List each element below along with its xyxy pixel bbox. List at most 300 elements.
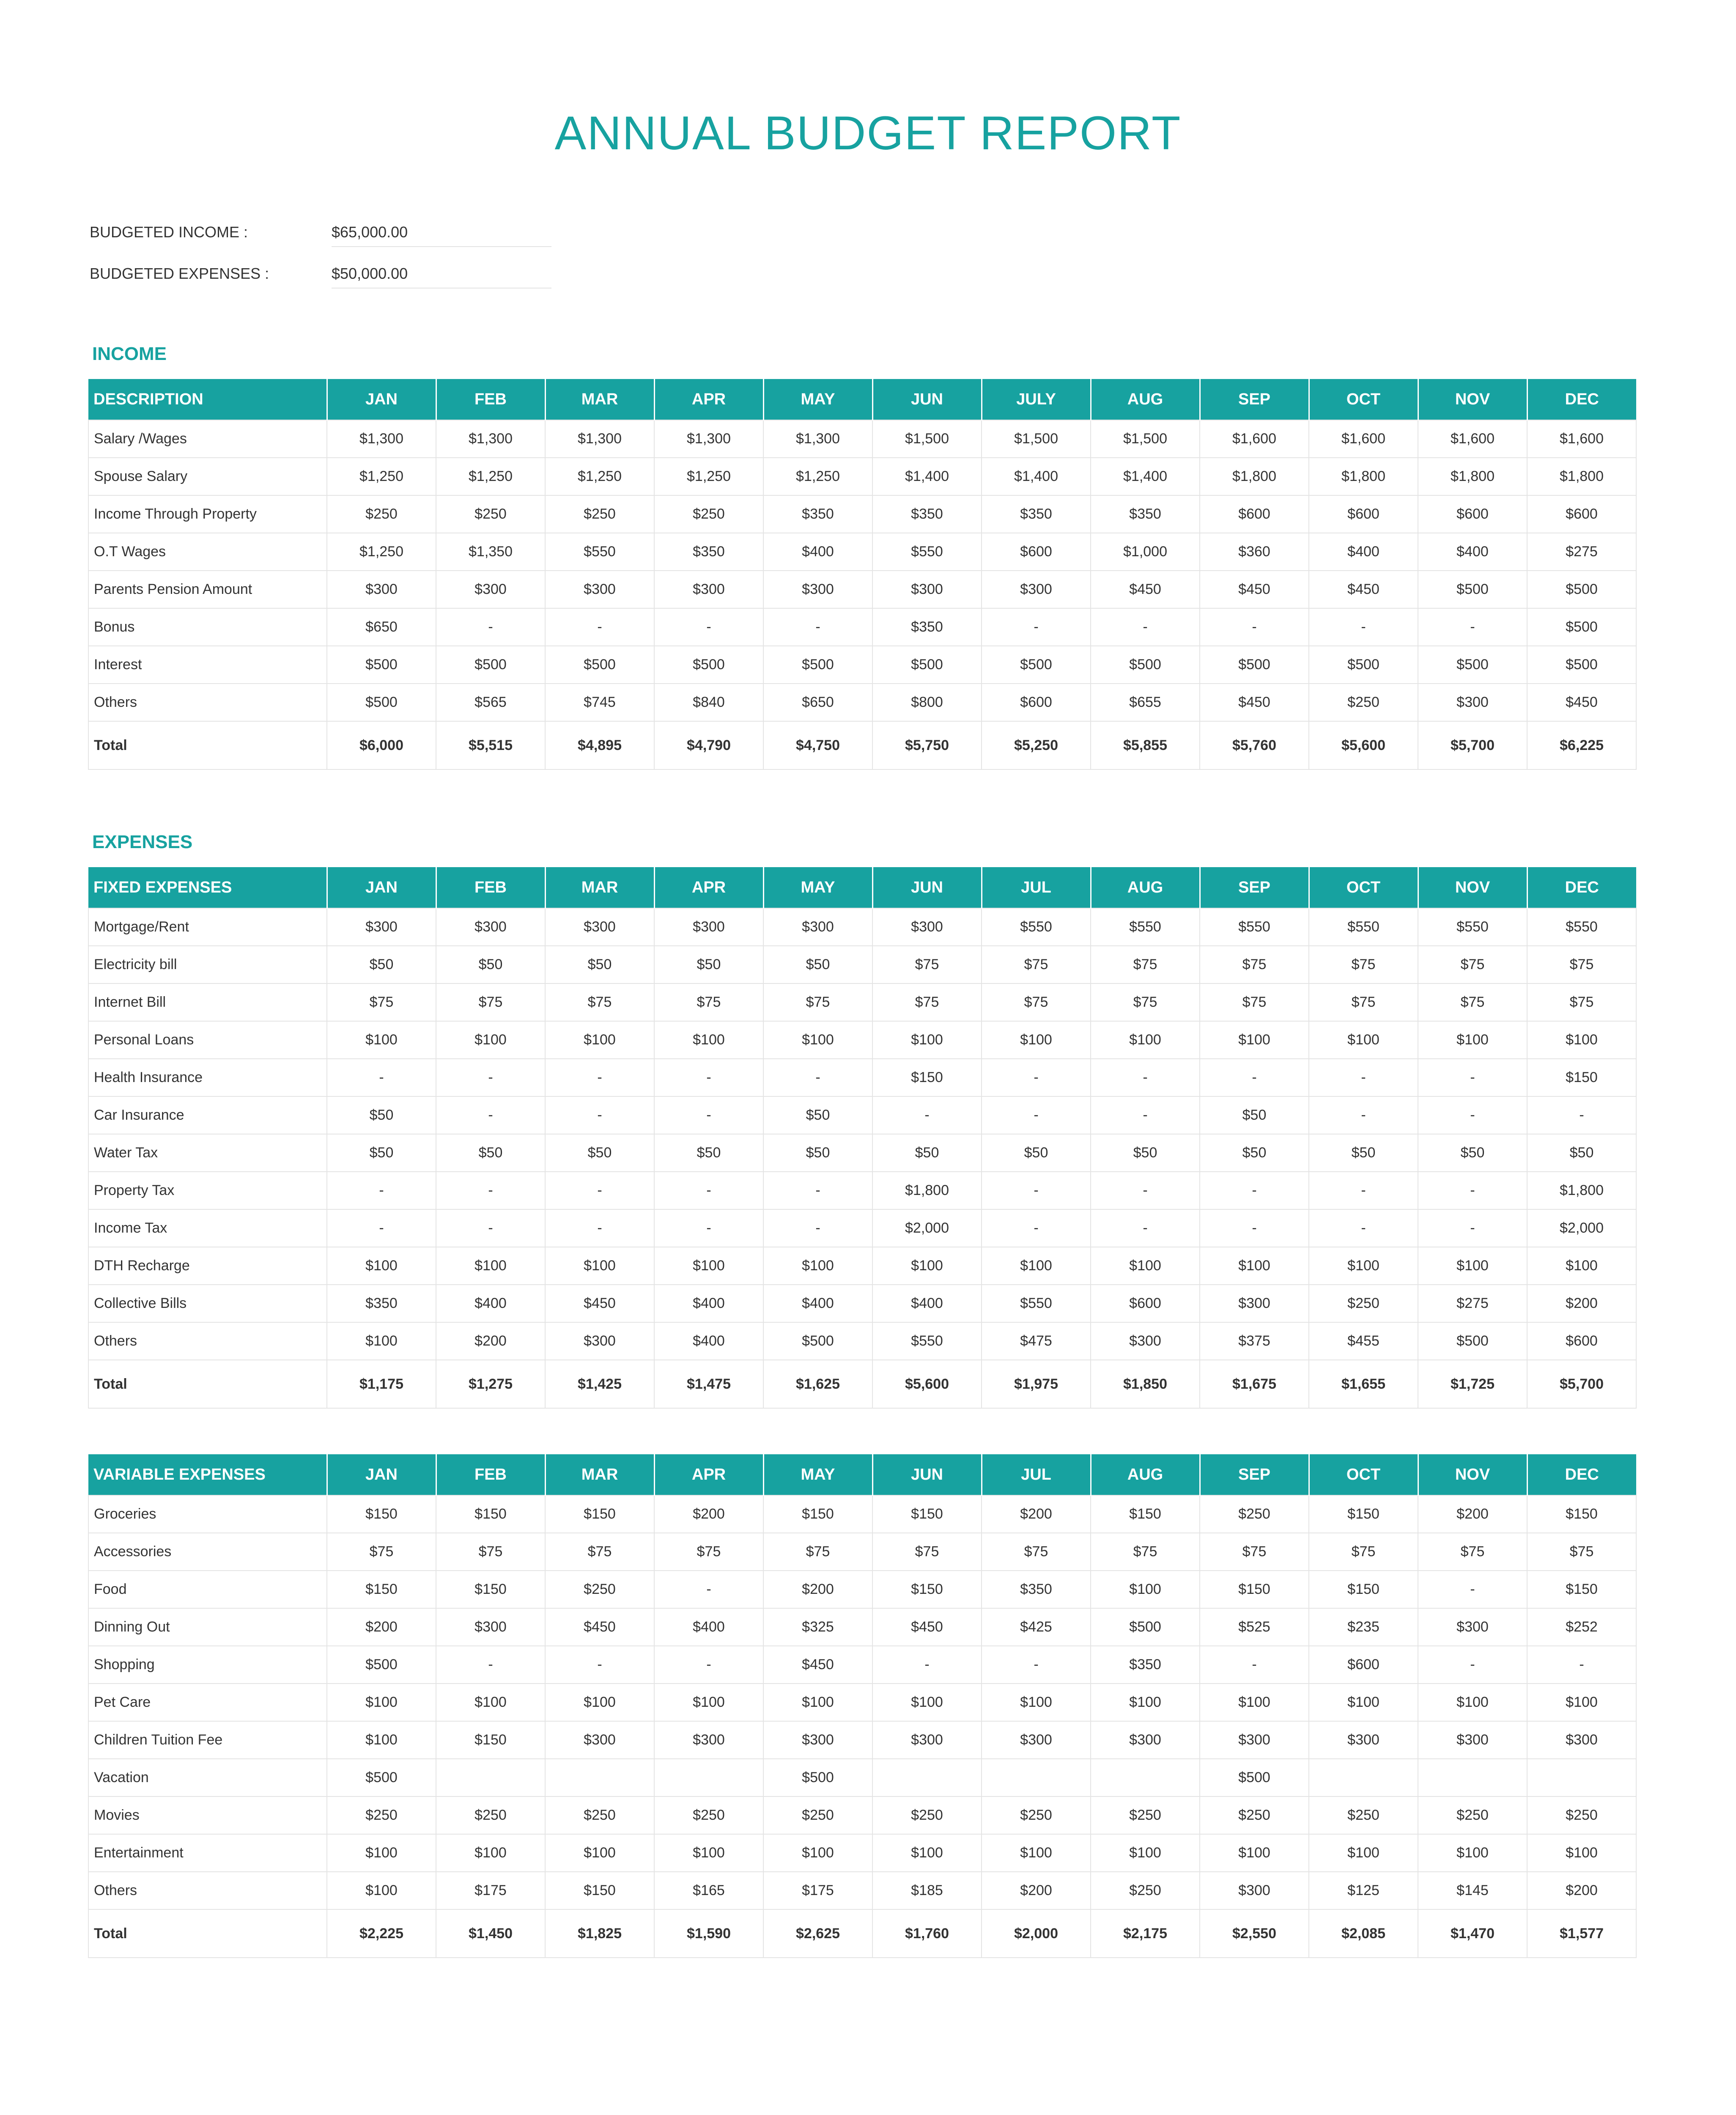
table-cell[interactable]: $650 — [763, 684, 872, 721]
table-cell[interactable]: - — [654, 1571, 763, 1608]
table-cell[interactable]: $50 — [1418, 1134, 1527, 1172]
table-cell[interactable]: $550 — [872, 533, 982, 571]
table-cell[interactable]: $100 — [1200, 1684, 1309, 1721]
table-cell[interactable]: $300 — [763, 908, 872, 946]
table-cell[interactable]: - — [654, 1059, 763, 1096]
table-cell[interactable]: $150 — [1309, 1495, 1418, 1533]
table-cell[interactable]: $250 — [982, 1796, 1091, 1834]
row-label[interactable]: Others — [88, 1322, 327, 1360]
table-cell[interactable]: - — [327, 1059, 436, 1096]
table-cell[interactable]: $75 — [1527, 1533, 1636, 1571]
table-cell[interactable]: $50 — [654, 946, 763, 983]
table-cell[interactable]: - — [654, 608, 763, 646]
table-cell[interactable]: $50 — [1200, 1096, 1309, 1134]
table-cell[interactable]: - — [654, 1172, 763, 1209]
table-cell[interactable]: $145 — [1418, 1872, 1527, 1909]
table-cell[interactable] — [982, 1759, 1091, 1796]
column-header-month[interactable]: OCT — [1309, 867, 1418, 908]
table-cell[interactable]: $75 — [1200, 1533, 1309, 1571]
table-cell[interactable]: $600 — [1527, 495, 1636, 533]
table-cell[interactable]: $350 — [872, 495, 982, 533]
table-cell[interactable]: $840 — [654, 684, 763, 721]
table-cell[interactable]: $250 — [1309, 684, 1418, 721]
table-cell[interactable]: $100 — [1200, 1834, 1309, 1872]
table-cell[interactable]: $500 — [1200, 1759, 1309, 1796]
column-header-month[interactable]: APR — [654, 1454, 763, 1495]
table-cell[interactable]: $100 — [872, 1834, 982, 1872]
table-cell[interactable]: $100 — [1091, 1247, 1200, 1285]
table-cell[interactable]: $360 — [1200, 533, 1309, 571]
row-label[interactable]: Car Insurance — [88, 1096, 327, 1134]
table-cell[interactable]: - — [1091, 1059, 1200, 1096]
table-cell[interactable]: $250 — [872, 1796, 982, 1834]
table-cell[interactable]: $450 — [872, 1608, 982, 1646]
table-cell[interactable]: - — [982, 1172, 1091, 1209]
table-cell[interactable]: $250 — [1200, 1796, 1309, 1834]
total-cell[interactable]: $1,850 — [1091, 1360, 1200, 1408]
table-cell[interactable]: $500 — [545, 646, 654, 684]
table-cell[interactable]: $100 — [763, 1834, 872, 1872]
table-cell[interactable]: - — [436, 1059, 545, 1096]
table-cell[interactable]: $500 — [763, 646, 872, 684]
table-cell[interactable]: $500 — [327, 646, 436, 684]
row-label[interactable]: Groceries — [88, 1495, 327, 1533]
table-cell[interactable] — [436, 1759, 545, 1796]
table-cell[interactable]: $100 — [545, 1247, 654, 1285]
table-cell[interactable]: - — [1527, 1646, 1636, 1684]
table-cell[interactable]: $100 — [1418, 1021, 1527, 1059]
row-label[interactable]: O.T Wages — [88, 533, 327, 571]
table-cell[interactable]: $100 — [763, 1247, 872, 1285]
table-cell[interactable]: $450 — [1091, 571, 1200, 608]
table-cell[interactable]: $300 — [1200, 1285, 1309, 1322]
table-cell[interactable]: $300 — [1309, 1721, 1418, 1759]
table-cell[interactable]: $450 — [1527, 684, 1636, 721]
table-cell[interactable]: $350 — [1091, 495, 1200, 533]
table-cell[interactable]: $150 — [1527, 1571, 1636, 1608]
table-cell[interactable]: $250 — [654, 495, 763, 533]
total-cell[interactable]: $4,750 — [763, 721, 872, 769]
table-cell[interactable]: $100 — [1091, 1571, 1200, 1608]
row-label[interactable]: Personal Loans — [88, 1021, 327, 1059]
table-cell[interactable]: - — [436, 608, 545, 646]
column-header-month[interactable]: AUG — [1091, 1454, 1200, 1495]
table-cell[interactable]: - — [436, 1646, 545, 1684]
table-cell[interactable]: $75 — [1091, 946, 1200, 983]
table-cell[interactable]: $200 — [327, 1608, 436, 1646]
table-cell[interactable]: $300 — [1418, 1721, 1527, 1759]
table-cell[interactable]: - — [1418, 1059, 1527, 1096]
table-cell[interactable]: $100 — [763, 1684, 872, 1721]
table-cell[interactable]: - — [327, 1209, 436, 1247]
table-cell[interactable]: $150 — [436, 1721, 545, 1759]
total-cell[interactable]: $5,700 — [1527, 1360, 1636, 1408]
table-cell[interactable]: $150 — [1527, 1495, 1636, 1533]
total-cell[interactable]: $1,425 — [545, 1360, 654, 1408]
column-header-description[interactable]: FIXED EXPENSES — [88, 867, 327, 908]
table-cell[interactable]: $100 — [327, 1247, 436, 1285]
table-cell[interactable]: $100 — [982, 1684, 1091, 1721]
table-cell[interactable]: $300 — [654, 1721, 763, 1759]
table-cell[interactable]: $500 — [872, 646, 982, 684]
table-cell[interactable]: $600 — [1200, 495, 1309, 533]
table-cell[interactable]: $250 — [763, 1796, 872, 1834]
table-cell[interactable]: $75 — [1309, 946, 1418, 983]
row-label[interactable]: Others — [88, 684, 327, 721]
row-label[interactable]: Electricity bill — [88, 946, 327, 983]
table-cell[interactable]: $75 — [436, 983, 545, 1021]
table-cell[interactable]: $100 — [654, 1684, 763, 1721]
total-cell[interactable]: $5,515 — [436, 721, 545, 769]
table-cell[interactable]: $250 — [1091, 1796, 1200, 1834]
table-cell[interactable]: $250 — [436, 495, 545, 533]
table-cell[interactable]: $1,250 — [545, 458, 654, 495]
table-cell[interactable]: $500 — [1527, 646, 1636, 684]
table-cell[interactable]: $300 — [1200, 1872, 1309, 1909]
total-cell[interactable]: $6,225 — [1527, 721, 1636, 769]
table-cell[interactable]: $100 — [1091, 1021, 1200, 1059]
row-label[interactable]: Shopping — [88, 1646, 327, 1684]
table-cell[interactable]: $350 — [872, 608, 982, 646]
table-cell[interactable]: $550 — [872, 1322, 982, 1360]
table-cell[interactable]: $100 — [1527, 1684, 1636, 1721]
table-cell[interactable]: - — [1418, 1571, 1527, 1608]
table-cell[interactable]: $400 — [654, 1608, 763, 1646]
total-label[interactable]: Total — [88, 1909, 327, 1958]
table-cell[interactable]: $500 — [1418, 1322, 1527, 1360]
table-cell[interactable]: $75 — [1309, 1533, 1418, 1571]
table-cell[interactable]: $125 — [1309, 1872, 1418, 1909]
table-cell[interactable]: $50 — [763, 1134, 872, 1172]
table-cell[interactable]: $1,600 — [1418, 420, 1527, 458]
total-cell[interactable]: $1,825 — [545, 1909, 654, 1958]
table-cell[interactable]: - — [1200, 1059, 1309, 1096]
table-cell[interactable]: $1,800 — [872, 1172, 982, 1209]
budgeted-income-value[interactable]: $65,000.00 — [332, 223, 551, 247]
table-cell[interactable]: $100 — [982, 1834, 1091, 1872]
table-cell[interactable]: $165 — [654, 1872, 763, 1909]
table-cell[interactable]: $600 — [1309, 495, 1418, 533]
table-cell[interactable]: $450 — [545, 1608, 654, 1646]
table-cell[interactable]: - — [1418, 608, 1527, 646]
table-cell[interactable]: $300 — [545, 1721, 654, 1759]
row-label[interactable]: Food — [88, 1571, 327, 1608]
table-cell[interactable]: $150 — [1527, 1059, 1636, 1096]
column-header-month[interactable]: MAR — [545, 379, 654, 420]
total-label[interactable]: Total — [88, 721, 327, 769]
table-cell[interactable]: $50 — [1200, 1134, 1309, 1172]
table-cell[interactable]: $75 — [763, 1533, 872, 1571]
table-cell[interactable]: $500 — [1418, 646, 1527, 684]
table-cell[interactable] — [872, 1759, 982, 1796]
table-cell[interactable]: $550 — [545, 533, 654, 571]
row-label[interactable]: Interest — [88, 646, 327, 684]
total-cell[interactable]: $1,655 — [1309, 1360, 1418, 1408]
table-cell[interactable]: $75 — [654, 983, 763, 1021]
table-cell[interactable]: $75 — [872, 1533, 982, 1571]
total-label[interactable]: Total — [88, 1360, 327, 1408]
table-cell[interactable]: $100 — [327, 1322, 436, 1360]
table-cell[interactable]: - — [1309, 1172, 1418, 1209]
table-cell[interactable]: $400 — [1309, 533, 1418, 571]
table-cell[interactable]: $350 — [327, 1285, 436, 1322]
row-label[interactable]: Bonus — [88, 608, 327, 646]
table-cell[interactable]: - — [1200, 1172, 1309, 1209]
table-cell[interactable]: $550 — [1091, 908, 1200, 946]
table-cell[interactable]: $100 — [545, 1834, 654, 1872]
table-cell[interactable]: $100 — [982, 1021, 1091, 1059]
table-cell[interactable]: - — [982, 1059, 1091, 1096]
total-cell[interactable]: $1,577 — [1527, 1909, 1636, 1958]
table-cell[interactable]: $1,800 — [1527, 1172, 1636, 1209]
table-cell[interactable]: $1,250 — [327, 533, 436, 571]
table-cell[interactable]: $75 — [1200, 946, 1309, 983]
table-cell[interactable]: $500 — [1091, 1608, 1200, 1646]
table-cell[interactable]: $100 — [327, 1834, 436, 1872]
table-cell[interactable]: - — [1200, 1646, 1309, 1684]
total-cell[interactable]: $1,275 — [436, 1360, 545, 1408]
table-cell[interactable]: $200 — [1527, 1285, 1636, 1322]
table-cell[interactable]: - — [1309, 1209, 1418, 1247]
table-cell[interactable]: $50 — [1527, 1134, 1636, 1172]
table-cell[interactable]: $50 — [763, 1096, 872, 1134]
table-cell[interactable]: $300 — [1527, 1721, 1636, 1759]
table-cell[interactable]: $600 — [1527, 1322, 1636, 1360]
row-label[interactable]: Children Tuition Fee — [88, 1721, 327, 1759]
table-cell[interactable]: $100 — [1309, 1834, 1418, 1872]
table-cell[interactable]: $400 — [654, 1285, 763, 1322]
table-cell[interactable]: $250 — [1309, 1796, 1418, 1834]
table-cell[interactable] — [545, 1759, 654, 1796]
table-cell[interactable]: $1,500 — [982, 420, 1091, 458]
column-header-month[interactable]: MAR — [545, 867, 654, 908]
column-header-month[interactable]: JAN — [327, 1454, 436, 1495]
table-cell[interactable]: $1,250 — [654, 458, 763, 495]
row-label[interactable]: Accessories — [88, 1533, 327, 1571]
table-cell[interactable]: $75 — [1418, 1533, 1527, 1571]
table-cell[interactable]: $565 — [436, 684, 545, 721]
table-cell[interactable]: $450 — [545, 1285, 654, 1322]
table-cell[interactable]: $2,000 — [872, 1209, 982, 1247]
table-cell[interactable]: $100 — [327, 1684, 436, 1721]
table-cell[interactable]: $500 — [1527, 571, 1636, 608]
table-cell[interactable]: $300 — [545, 1322, 654, 1360]
table-cell[interactable]: $100 — [327, 1872, 436, 1909]
total-cell[interactable]: $1,975 — [982, 1360, 1091, 1408]
table-cell[interactable]: $150 — [545, 1872, 654, 1909]
table-cell[interactable]: $300 — [1200, 1721, 1309, 1759]
row-label[interactable]: Income Tax — [88, 1209, 327, 1247]
table-cell[interactable] — [1527, 1759, 1636, 1796]
table-cell[interactable]: - — [872, 1096, 982, 1134]
table-cell[interactable]: $200 — [763, 1571, 872, 1608]
table-cell[interactable]: $100 — [1527, 1834, 1636, 1872]
table-cell[interactable]: - — [545, 1646, 654, 1684]
table-cell[interactable]: $425 — [982, 1608, 1091, 1646]
table-cell[interactable]: - — [545, 1059, 654, 1096]
table-cell[interactable]: $150 — [327, 1495, 436, 1533]
column-header-month[interactable]: SEP — [1200, 379, 1309, 420]
table-cell[interactable]: $300 — [982, 571, 1091, 608]
table-cell[interactable]: - — [763, 1059, 872, 1096]
table-cell[interactable]: $550 — [1527, 908, 1636, 946]
table-cell[interactable]: - — [763, 1209, 872, 1247]
table-cell[interactable]: $100 — [1418, 1247, 1527, 1285]
table-cell[interactable]: $1,300 — [436, 420, 545, 458]
table-cell[interactable]: $1,300 — [763, 420, 872, 458]
table-cell[interactable]: - — [763, 608, 872, 646]
table-cell[interactable]: $75 — [1418, 946, 1527, 983]
table-cell[interactable]: $1,350 — [436, 533, 545, 571]
table-cell[interactable]: - — [1200, 1209, 1309, 1247]
table-cell[interactable]: $300 — [327, 908, 436, 946]
total-cell[interactable]: $1,675 — [1200, 1360, 1309, 1408]
column-header-description[interactable]: VARIABLE EXPENSES — [88, 1454, 327, 1495]
table-cell[interactable]: $350 — [654, 533, 763, 571]
table-cell[interactable]: $500 — [982, 646, 1091, 684]
table-cell[interactable]: - — [436, 1172, 545, 1209]
table-cell[interactable]: $175 — [436, 1872, 545, 1909]
table-cell[interactable]: - — [1091, 608, 1200, 646]
column-header-month[interactable]: APR — [654, 867, 763, 908]
table-cell[interactable]: $50 — [872, 1134, 982, 1172]
total-cell[interactable]: $2,225 — [327, 1909, 436, 1958]
table-cell[interactable]: $500 — [1527, 608, 1636, 646]
table-cell[interactable]: $600 — [1091, 1285, 1200, 1322]
table-cell[interactable]: $600 — [1309, 1646, 1418, 1684]
table-cell[interactable]: $500 — [654, 646, 763, 684]
table-cell[interactable]: $400 — [654, 1322, 763, 1360]
table-cell[interactable]: $300 — [654, 908, 763, 946]
table-cell[interactable]: $200 — [436, 1322, 545, 1360]
row-label[interactable]: Water Tax — [88, 1134, 327, 1172]
table-cell[interactable]: $150 — [1309, 1571, 1418, 1608]
row-label[interactable]: Others — [88, 1872, 327, 1909]
total-cell[interactable]: $1,725 — [1418, 1360, 1527, 1408]
table-cell[interactable]: $75 — [982, 983, 1091, 1021]
table-cell[interactable]: $100 — [1527, 1247, 1636, 1285]
table-cell[interactable]: $350 — [763, 495, 872, 533]
table-cell[interactable]: $250 — [1200, 1495, 1309, 1533]
table-cell[interactable]: $50 — [1091, 1134, 1200, 1172]
total-cell[interactable]: $1,450 — [436, 1909, 545, 1958]
table-cell[interactable]: $300 — [1091, 1721, 1200, 1759]
row-label[interactable]: Vacation — [88, 1759, 327, 1796]
total-cell[interactable]: $5,750 — [872, 721, 982, 769]
table-cell[interactable]: $100 — [654, 1021, 763, 1059]
table-cell[interactable]: $300 — [763, 1721, 872, 1759]
row-label[interactable]: Entertainment — [88, 1834, 327, 1872]
table-cell[interactable]: $1,300 — [545, 420, 654, 458]
total-cell[interactable]: $5,250 — [982, 721, 1091, 769]
table-cell[interactable]: $2,000 — [1527, 1209, 1636, 1247]
table-cell[interactable]: - — [1091, 1209, 1200, 1247]
table-cell[interactable]: $1,500 — [872, 420, 982, 458]
table-cell[interactable]: $75 — [872, 946, 982, 983]
column-header-month[interactable]: DEC — [1527, 1454, 1636, 1495]
table-cell[interactable]: - — [982, 1209, 1091, 1247]
column-header-month[interactable]: AUG — [1091, 867, 1200, 908]
table-cell[interactable]: $100 — [872, 1021, 982, 1059]
table-cell[interactable]: $75 — [545, 983, 654, 1021]
table-cell[interactable]: $100 — [982, 1247, 1091, 1285]
column-header-month[interactable]: JUN — [872, 1454, 982, 1495]
row-label[interactable]: Health Insurance — [88, 1059, 327, 1096]
table-cell[interactable]: - — [327, 1172, 436, 1209]
table-cell[interactable]: $200 — [654, 1495, 763, 1533]
table-cell[interactable]: $600 — [982, 533, 1091, 571]
table-cell[interactable]: $1,300 — [327, 420, 436, 458]
column-header-month[interactable]: OCT — [1309, 1454, 1418, 1495]
table-cell[interactable]: $300 — [872, 1721, 982, 1759]
table-cell[interactable]: $150 — [1091, 1495, 1200, 1533]
table-cell[interactable]: $75 — [1091, 1533, 1200, 1571]
table-cell[interactable]: $350 — [1091, 1646, 1200, 1684]
total-cell[interactable]: $5,600 — [1309, 721, 1418, 769]
budgeted-expenses-value[interactable]: $50,000.00 — [332, 265, 551, 288]
table-cell[interactable]: $550 — [982, 908, 1091, 946]
table-cell[interactable]: $50 — [436, 946, 545, 983]
column-header-month[interactable]: JUN — [872, 379, 982, 420]
table-cell[interactable]: $450 — [763, 1646, 872, 1684]
column-header-month[interactable]: SEP — [1200, 867, 1309, 908]
table-cell[interactable]: $100 — [545, 1684, 654, 1721]
table-cell[interactable]: $50 — [763, 946, 872, 983]
table-cell[interactable]: $500 — [763, 1322, 872, 1360]
column-header-month[interactable]: NOV — [1418, 1454, 1527, 1495]
table-cell[interactable]: - — [1309, 608, 1418, 646]
table-cell[interactable]: $75 — [982, 946, 1091, 983]
table-cell[interactable]: $1,600 — [1527, 420, 1636, 458]
table-cell[interactable]: $100 — [1091, 1834, 1200, 1872]
table-cell[interactable]: $100 — [763, 1021, 872, 1059]
table-cell[interactable]: - — [1418, 1096, 1527, 1134]
table-cell[interactable]: $100 — [872, 1684, 982, 1721]
table-cell[interactable]: - — [1309, 1059, 1418, 1096]
table-cell[interactable]: $400 — [872, 1285, 982, 1322]
table-cell[interactable]: $1,300 — [654, 420, 763, 458]
column-header-month[interactable]: FEB — [436, 379, 545, 420]
table-cell[interactable]: - — [982, 608, 1091, 646]
table-cell[interactable]: $75 — [327, 1533, 436, 1571]
table-cell[interactable]: $250 — [1527, 1796, 1636, 1834]
total-cell[interactable]: $1,590 — [654, 1909, 763, 1958]
total-cell[interactable]: $1,475 — [654, 1360, 763, 1408]
table-cell[interactable]: $300 — [872, 571, 982, 608]
table-cell[interactable]: $300 — [763, 571, 872, 608]
column-header-month[interactable]: AUG — [1091, 379, 1200, 420]
table-cell[interactable]: $300 — [654, 571, 763, 608]
table-cell[interactable]: $75 — [1527, 983, 1636, 1021]
table-cell[interactable]: $150 — [327, 1571, 436, 1608]
table-cell[interactable]: $1,400 — [1091, 458, 1200, 495]
table-cell[interactable]: $75 — [872, 983, 982, 1021]
table-cell[interactable]: $252 — [1527, 1608, 1636, 1646]
total-cell[interactable]: $6,000 — [327, 721, 436, 769]
column-header-month[interactable]: DEC — [1527, 867, 1636, 908]
table-cell[interactable]: $50 — [545, 946, 654, 983]
total-cell[interactable]: $1,760 — [872, 1909, 982, 1958]
table-cell[interactable]: $1,800 — [1200, 458, 1309, 495]
column-header-month[interactable]: MAY — [763, 379, 872, 420]
table-cell[interactable]: $300 — [1418, 1608, 1527, 1646]
table-cell[interactable]: $525 — [1200, 1608, 1309, 1646]
table-cell[interactable]: $75 — [1200, 983, 1309, 1021]
column-header-month[interactable]: DEC — [1527, 379, 1636, 420]
table-cell[interactable]: $550 — [1309, 908, 1418, 946]
table-cell[interactable] — [1418, 1759, 1527, 1796]
table-cell[interactable]: $450 — [1309, 571, 1418, 608]
